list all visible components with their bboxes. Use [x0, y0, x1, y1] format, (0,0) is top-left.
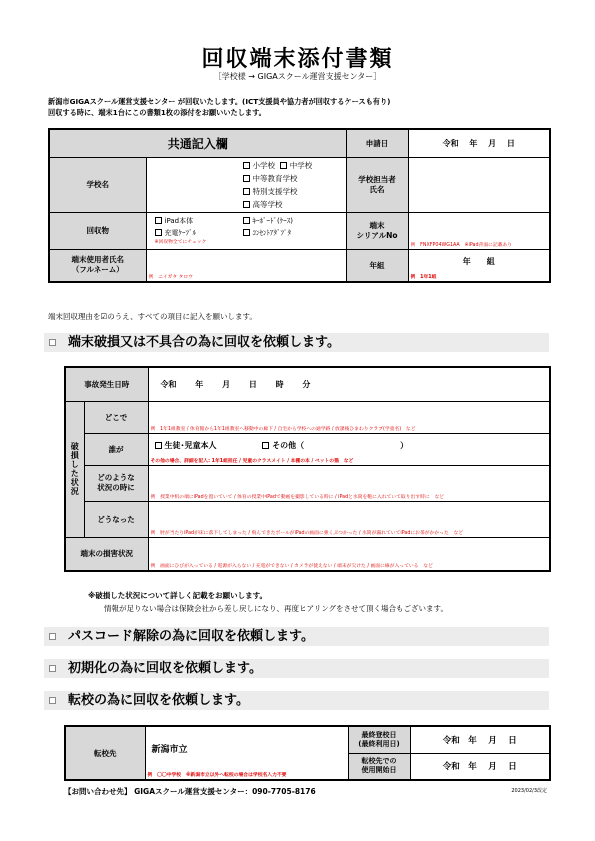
who-field[interactable]: 生徒･児童本人 その他（ ） その他の場合、詳細を記入: 1年1組担任 / 児童のクラスメイト / 本棚の本 / ペットの猫 など	[148, 433, 550, 465]
grade-field[interactable]: 年 組 例 1年1組	[408, 249, 550, 282]
start-day-field[interactable]: 令和 年 月 日	[410, 753, 550, 780]
damage-state-example: 例 画面にひびが入っている / 電源が入らない / 充電ができない / カメラが使えない / 端末が欠けた / 画面に線が入っている など	[150, 564, 433, 569]
result-label: どうなった	[84, 501, 148, 537]
checkbox-icon[interactable]	[49, 665, 56, 672]
checkbox-icon[interactable]	[262, 442, 269, 449]
start-day-label: 転校先での 使用開始日	[348, 753, 410, 780]
damage-state-field[interactable]	[148, 537, 550, 571]
checkbox-icon[interactable]	[243, 217, 250, 224]
checkbox-icon[interactable]	[243, 162, 250, 169]
transfer-dest-field[interactable]: 新潟市立 例 〇〇中学校 ※新潟市立以外へ転校の場合は学校名入力不要	[145, 726, 348, 780]
result-field[interactable]	[148, 501, 550, 537]
transfer-table	[64, 725, 551, 781]
document-subtitle: ［学校様 → GIGAスクール運営支援センター］	[213, 72, 382, 81]
user-name-field[interactable]	[146, 249, 346, 282]
grade-example: 例 1年1組	[410, 275, 437, 280]
school-type-options[interactable]: 小学校 中学校 中等教育学校 特別支援学校 高等学校	[146, 157, 346, 212]
accident-table	[64, 366, 551, 572]
who-example: その他の場合、詳細を記入: 1年1組担任 / 児童のクラスメイト / 本棚の本 / ペットの猫 など	[150, 458, 354, 464]
user-name-label: 端末使用者氏名 （フルネーム）	[49, 249, 146, 282]
serial-label: 端末 シリアルNo	[346, 212, 408, 249]
user-name-example: 例 ニイガタ タロウ	[148, 275, 194, 280]
accident-date-field[interactable]: 令和 年 月 日 時 分	[148, 367, 550, 401]
checkbox-icon[interactable]	[49, 697, 56, 704]
who-label: 誰が	[84, 433, 148, 465]
contact-info: 【お問い合わせ先】 GIGAスクール運営支援センター：090-7705-8176	[64, 787, 316, 796]
intro-line-1: 新潟市GIGAスクール運営支援センター が回収いたします。(ICT支援員や協力者が回収するケースも有り)	[48, 97, 391, 106]
items-label: 回収物	[49, 212, 146, 249]
apply-date-field[interactable]: 令和 年 月 日	[408, 129, 550, 157]
how-field[interactable]	[148, 465, 550, 501]
section-initialize[interactable]: 初期化の為に回収を依頼します。	[44, 659, 549, 678]
teacher-name-field[interactable]	[408, 157, 550, 212]
common-header: 共通記入欄	[49, 129, 346, 157]
section-transfer[interactable]: 転校の為に回収を依頼します。	[44, 691, 549, 710]
checkbox-icon[interactable]	[280, 162, 287, 169]
result-example: 例 肘が当たりiPadが床に落下してしまった / 飛んできたボールがiPadの画面に強くぶつかった / 水筒が漏れていてiPadにお茶がかかった など	[150, 530, 464, 536]
where-field[interactable]	[148, 401, 550, 433]
section-passcode[interactable]: パスコード解除の為に回収を依頼します。	[44, 627, 549, 646]
where-example: 例 1年1組教室 / 体育館から1年1組教室へ移動中の廊下 / 自宅から学校への通学路 / 放課後ひまわりクラブ(学童名) など	[150, 426, 416, 432]
how-example: 例 授業中机の端にiPadを置いていて / 体育の授業中iPadで動画を撮影している時に / iPadと水筒を鞄に入れていて取り出す時に など	[150, 494, 445, 500]
document-title: 回収端末添付書類	[201, 47, 394, 72]
note-detail: ※破損した状況について詳しく記載をお願いします。	[88, 591, 268, 600]
items-note: ※回収物全てにチェック	[154, 239, 207, 245]
checkbox-icon[interactable]	[49, 339, 56, 346]
where-label: どこで	[84, 401, 148, 433]
checkbox-icon[interactable]	[243, 201, 250, 208]
checkbox-icon[interactable]	[155, 217, 162, 224]
grade-label: 年組	[346, 249, 408, 282]
school-label: 学校名	[49, 157, 146, 212]
reason-instruction: 端末回収理由を☑のうえ、すべての項目に記入を願いします。	[48, 312, 257, 321]
checkbox-icon[interactable]	[49, 633, 56, 640]
serial-example: 例 FNXFP04WG1AA ※iPad背面に記載あり	[410, 242, 513, 248]
last-day-label: 最終登校日 (最終利用日)	[348, 726, 410, 753]
items-options[interactable]: iPad本体 ｷｰﾎﾞｰﾄﾞ(ｹｰｽ) 充電ｹｰﾌﾞﾙ ｺﾝｾﾝﾄｱﾀﾞﾌﾟﾀ ※回収物全てにチェック	[146, 212, 346, 249]
last-day-field[interactable]: 令和 年 月 日	[410, 726, 550, 753]
teacher-label: 学校担当者 氏名	[346, 157, 408, 212]
apply-date-label: 申請日	[346, 129, 408, 157]
accident-date-label: 事故発生日時	[65, 367, 148, 401]
transfer-dest-example: 例 〇〇中学校 ※新潟市立以外へ転校の場合は学校名入力不要	[147, 773, 287, 778]
checkbox-icon[interactable]	[155, 442, 162, 449]
common-entry-table	[48, 128, 551, 283]
checkbox-icon[interactable]	[243, 229, 250, 236]
revision-date: 2023/02/3改定	[511, 788, 547, 794]
section-damage[interactable]: 端末破損又は不具合の為に回収を依頼します。	[44, 333, 549, 352]
how-label: どのような 状況の時に	[84, 465, 148, 501]
damage-state-label: 端末の損害状況	[65, 537, 148, 571]
serial-field[interactable]	[408, 212, 550, 249]
intro-text	[48, 96, 390, 118]
intro-line-2: 回収する時に、端末1台にこの書類1枚の添付をお願いいたします。	[48, 108, 266, 117]
transfer-dest-label: 転校先	[65, 726, 145, 780]
damage-situation-side-label: 破損した状況	[65, 401, 84, 537]
note-insurance: 情報が足りない場合は保険会社から差し戻しになり、再度ヒアリングをさせて頂く場合もございます。	[104, 604, 448, 613]
checkbox-icon[interactable]	[155, 229, 162, 236]
checkbox-icon[interactable]	[243, 175, 250, 182]
checkbox-icon[interactable]	[243, 188, 250, 195]
